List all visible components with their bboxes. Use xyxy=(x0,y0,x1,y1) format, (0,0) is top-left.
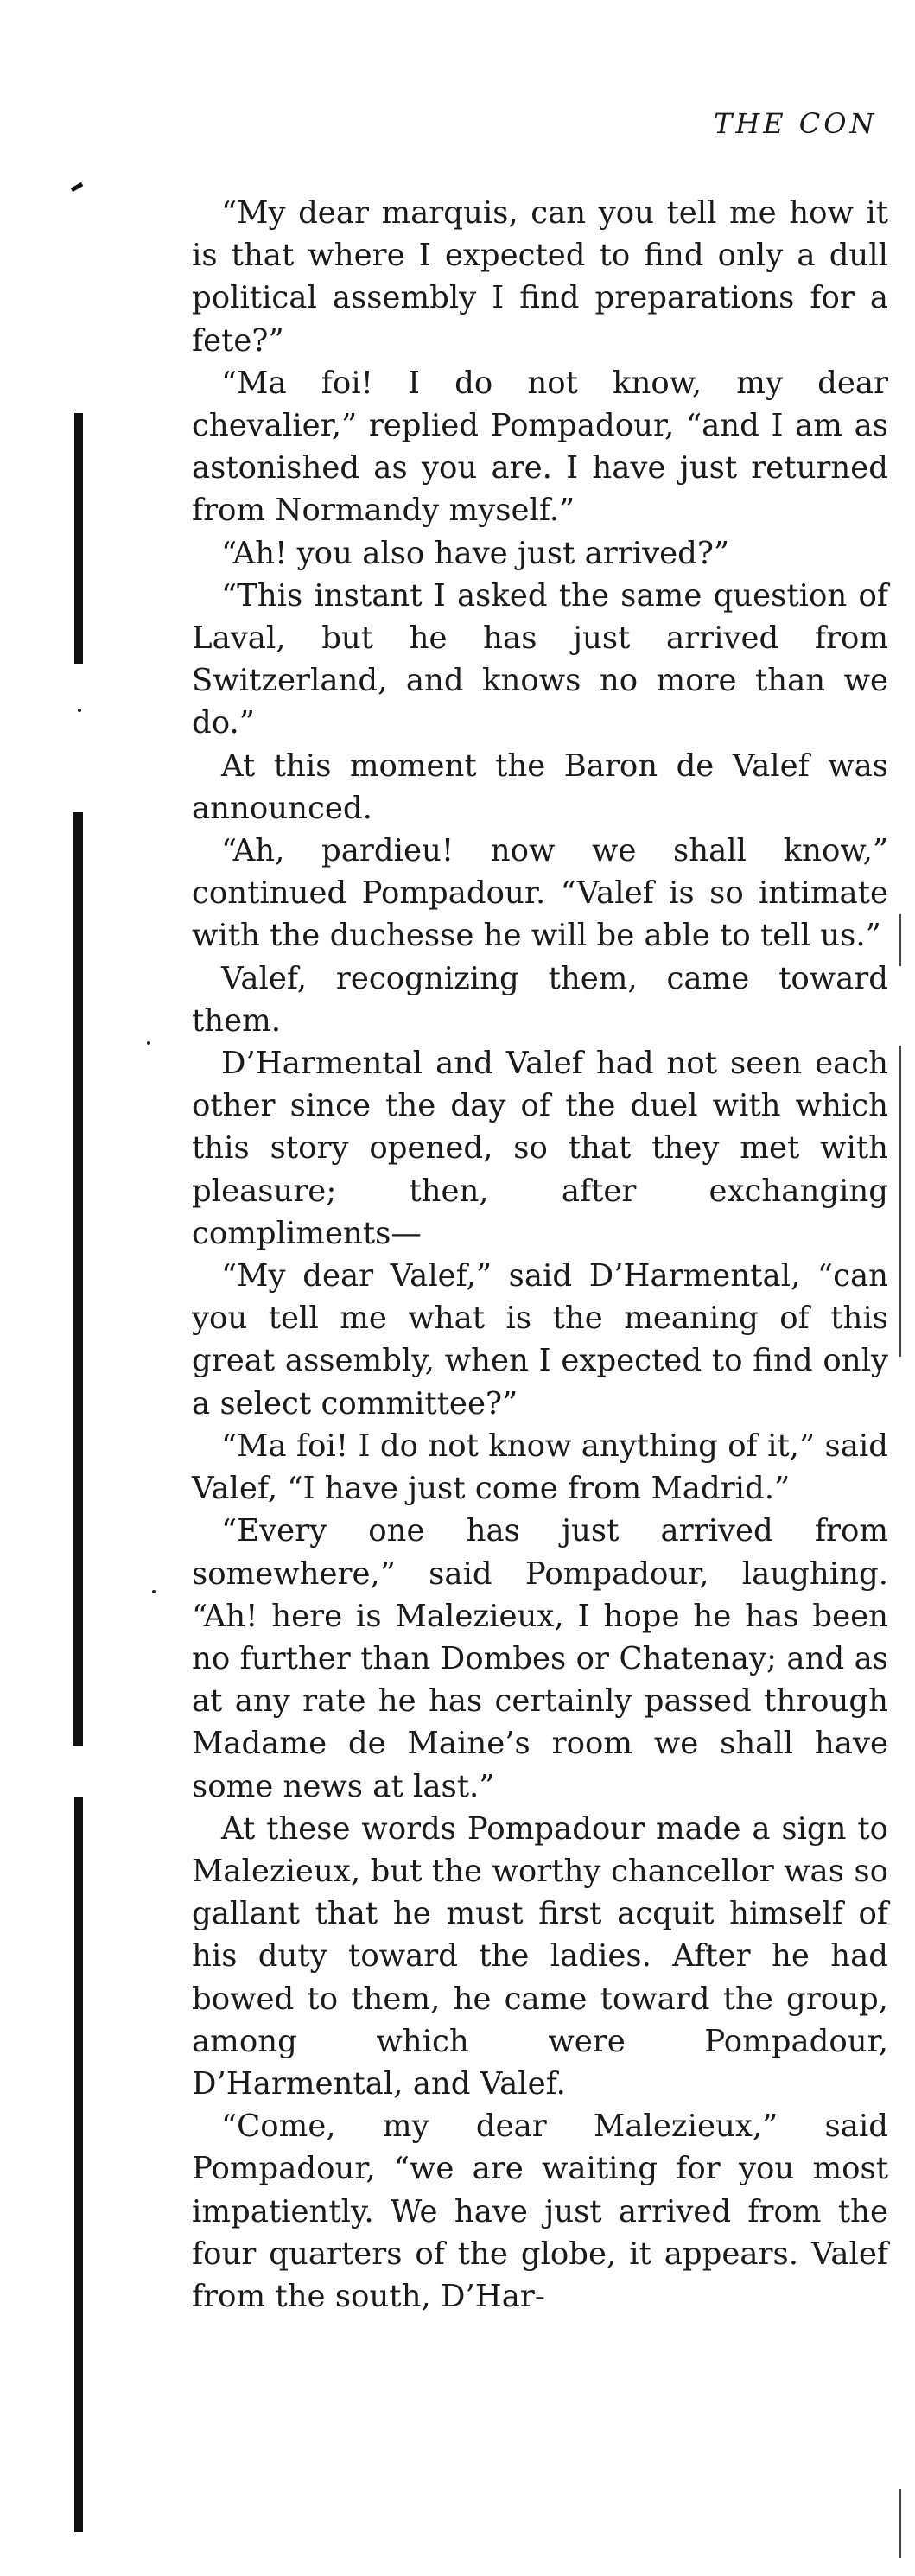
edge-rule xyxy=(899,2489,901,2558)
paragraph: At these words Pompadour made a sign to Malezieux, but the worthy chancellor was so gallant that he must first acquit himself of his duty toward the ladies. After he had bowed to them, he came toward the group, among which were Pompadour, D’Harmental, and Valef. xyxy=(192,1810,888,2102)
paragraph: “This instant I asked the same question of Laval, but he has just arrived from Switzerland, and knows no more than we do.” xyxy=(192,577,888,741)
speck xyxy=(147,1041,150,1045)
paragraph: At this moment the Baron de Valef was announced. xyxy=(192,747,888,826)
paragraph: “Every one has just arrived from somewhere,” said Pompadour, laughing. “Ah! here is Malezieux, I hope he has been no further than Dombes or Chatenay; and as at any rate he has certainly passed through Madame de Maine’s room we shall have some news at last.” xyxy=(192,1513,888,1804)
paragraph: “My dear Valef,” said D’Harmental, “can you tell me what is the meaning of this great assembly, when I expected to find only a select committee?” xyxy=(192,1258,888,1422)
edge-rule xyxy=(899,1046,901,1357)
paragraph: “Come, my dear Malezieux,” said Pompadour, “we are waiting for you most impatiently. We have just arrived from the four quarters of the globe, it appears. Valef from the south, D’Har- xyxy=(192,2109,888,2314)
paragraph: “Ma foi! I do not know anything of it,” said Valef, “I have just come from Madrid.” xyxy=(192,1428,888,1507)
speck xyxy=(78,709,81,712)
paragraph: “Ah! you also have just arrived?” xyxy=(221,535,730,571)
speck xyxy=(152,1590,156,1593)
paragraph: “Ah, pardieu! now we shall know,” continued Pompadour. “Valef is so intimate with the duchesse he will be able to tell us.” xyxy=(192,833,888,954)
binding-shadow xyxy=(74,413,83,664)
edge-rule xyxy=(899,914,901,966)
binding-mark xyxy=(71,182,84,192)
running-head: THE CON xyxy=(714,107,878,140)
paragraph: D’Harmental and Valef had not seen each other since the day of the duel with which this story opened, so that they met with pleasure; then, after exchanging compliments— xyxy=(192,1046,888,1251)
binding-shadow xyxy=(74,1797,83,2532)
paragraph: “Ma foi! I do not know, my dear chevalier,” replied Pompadour, “and I am as astonished as you are. I have just returned from Normandy myself.” xyxy=(192,365,888,529)
paragraph: Valef, recognizing them, came toward them. xyxy=(192,960,888,1039)
paragraph: “My dear marquis, can you tell me how it is that where I expected to find only a dull political assembly I find preparations for a fete?” xyxy=(192,195,888,359)
page-text xyxy=(192,192,888,2318)
binding-shadow xyxy=(73,812,83,1746)
